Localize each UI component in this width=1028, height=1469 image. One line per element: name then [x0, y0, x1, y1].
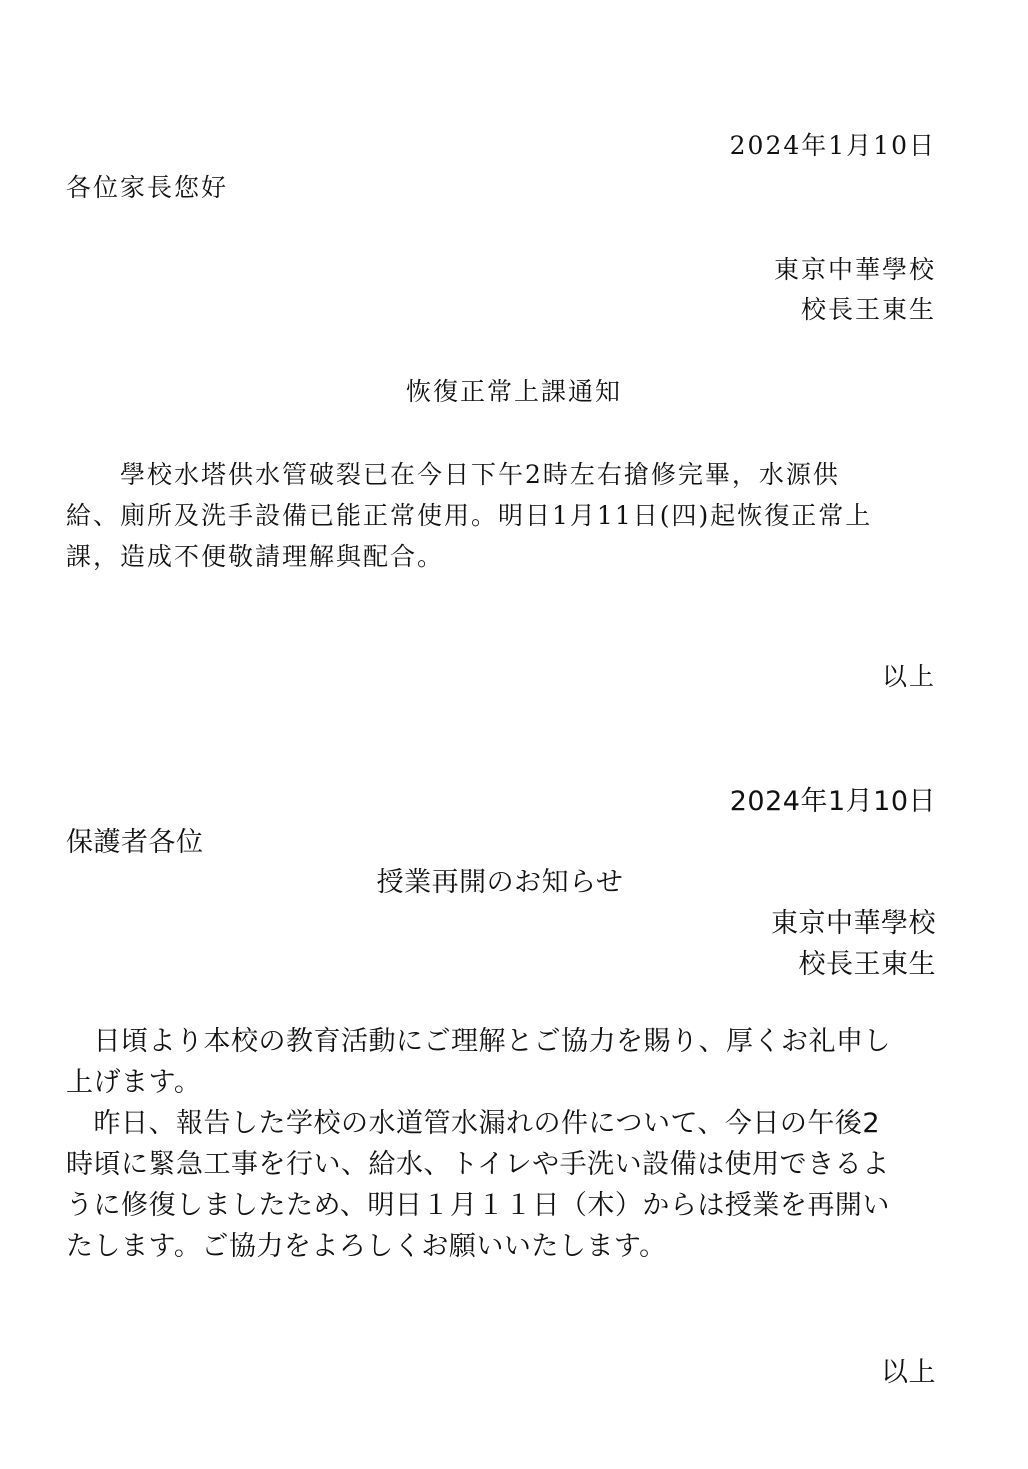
jp-body-line: 昨日、報告した学校の水道管水漏れの件について、今日の午後2 [66, 1108, 881, 1139]
cn-body-line: 給、廁所及洗手設備已能正常使用。明日1月11日(四)起恢復正常上 [66, 501, 873, 530]
jp-body-line: たします。ご協力をよろしくお願いいたします。 [66, 1231, 667, 1262]
jp-principal-name: 校長王東生 [798, 949, 936, 980]
jp-notice-body [66, 1021, 946, 1267]
cn-body-line: 學校水塔供水管破裂已在今日下午2時左右搶修完畢，水源供 [66, 460, 840, 489]
jp-notice-title: 授業再開のお知らせ [376, 867, 624, 898]
cn-notice-title: 恢復正常上課通知 [405, 377, 622, 406]
cn-date: 2024年1月10日 [729, 131, 936, 160]
jp-closing: 以上 [881, 1357, 936, 1388]
jp-body-line: 日頃より本校の教育活動にご理解とご協力を賜り、厚くお礼申し [66, 1026, 891, 1057]
jp-body-line: 時頃に緊急工事を行い、給水、トイレや手洗い設備は使用できるよ [66, 1149, 890, 1180]
jp-body-line: 上げます。 [66, 1067, 202, 1098]
jp-school-name: 東京中華學校 [771, 908, 936, 939]
cn-notice-body [66, 454, 946, 577]
jp-date: 2024年1月10日 [729, 786, 936, 817]
cn-school-name: 東京中華學校 [773, 255, 936, 284]
cn-principal-name: 校長王東生 [800, 295, 936, 324]
cn-body-line: 課，造成不便敬請理解與配合。 [66, 542, 445, 571]
cn-salutation: 各位家長您好 [66, 173, 229, 202]
jp-body-line: うに修復しましたため、明日１月１１日（木）からは授業を再開い [66, 1190, 890, 1221]
cn-closing: 以上 [881, 662, 936, 691]
jp-salutation: 保護者各位 [66, 827, 204, 858]
